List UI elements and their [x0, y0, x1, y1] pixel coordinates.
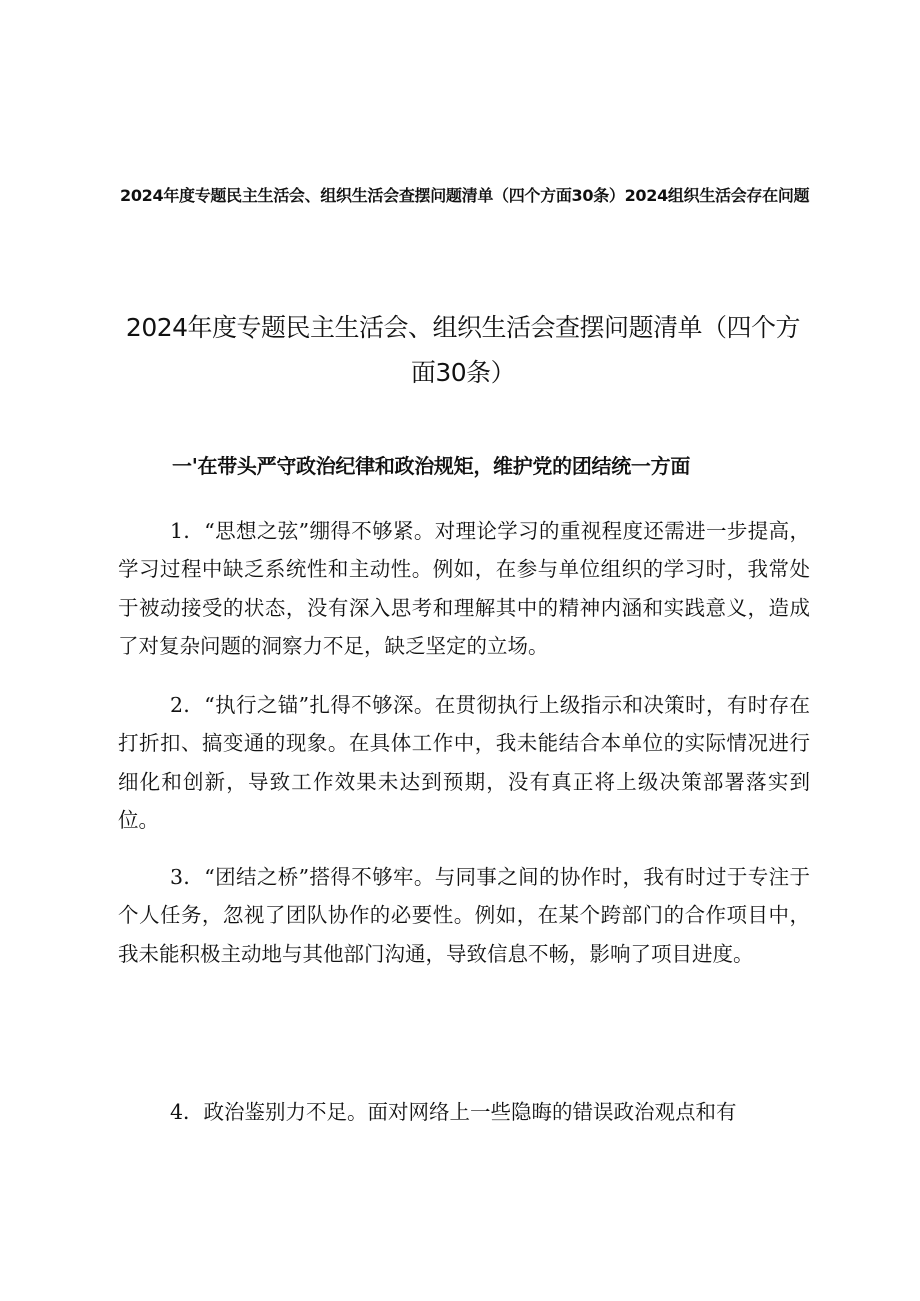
- paragraph-item-2: 2．“执行之锚”扎得不够深。在贯彻执行上级指示和决策时，有时存在打折扣、搞变通的现象。在具体工作中，我未能结合本单位的实际情况进行细化和创新，导致工作效果未达到预期，没有真正将上级决策部署落实到位。: [118, 692, 810, 832]
- paragraph-item-4: 4．政治鉴别力不足。面对网络上一些隐晦的错误政治观点和有: [170, 1099, 737, 1124]
- section-heading: 一'在带头严守政治纪律和政治规矩，维护党的团结统一方面: [172, 454, 691, 478]
- document-main-title: 2024年度专题民主生活会、组织生活会查摆问题清单（四个方面30条）: [125, 313, 801, 387]
- paragraph-item-1: 1．“思想之弦”绷得不够紧。对理论学习的重视程度还需进一步提高，学习过程中缺乏系统性和主动性。例如，在参与单位组织的学习时，我常处于被动接受的状态，没有深入思考和理解其中的精神内涵和实践意义，造成了对复杂问题的洞察力不足，缺乏坚定的立场。: [118, 518, 810, 658]
- paragraph-item-3: 3．“团结之桥”搭得不够牢。与同事之间的协作时，我有时过于专注于个人任务，忽视了团队协作的必要性。例如，在某个跨部门的合作项目中，我未能积极主动地与其他部门沟通，导致信息不畅，影响了项目进度。: [118, 864, 810, 966]
- document-header-title: 2024年度专题民主生活会、组织生活会查摆问题清单（四个方面30条）2024组织生活会存在问题: [120, 186, 810, 205]
